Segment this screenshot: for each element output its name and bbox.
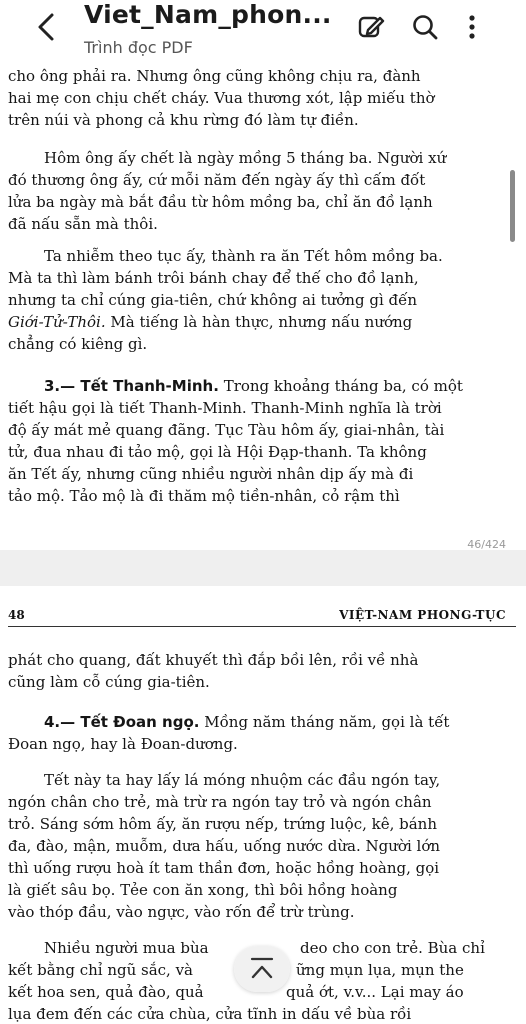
text-line: lụa đem đến các cửa chùa, cửa tĩnh in dấu về bùa rồi: [8, 1005, 412, 1023]
text-line: [44, 376, 463, 396]
text-line: trên núi và phong cả khu rừng đó làm tự điền.: [8, 111, 359, 129]
text-line: ăn Tết ấy, nhưng cũng nhiều người nhân dịp ấy mà đi: [8, 465, 414, 483]
text-line: Đoan ngọ, hay là Đoan-dương.: [8, 735, 238, 753]
search-icon[interactable]: [410, 12, 440, 42]
text-line: Nhiều người mua bùa: [44, 939, 209, 957]
document-title: Viet_Nam_phon...: [84, 0, 332, 29]
italic-name: Giới-Tử-Thôi.: [8, 313, 106, 331]
text-line: deo cho con trẻ. Bùa chỉ: [300, 939, 485, 957]
text-line: lửa ba ngày mà bắt đầu từ hôm mồng ba, chỉ ăn đồ lạnh: [8, 193, 433, 211]
page-separator: [0, 550, 526, 586]
text-line: tảo mộ. Tảo mộ là đi thăm mộ tiền-nhân, cỏ rậm thì: [8, 487, 400, 505]
text-line: đa, đào, mận, muỗm, dưa hấu, uống nước dừa. Người lớn: [8, 837, 441, 855]
more-vertical-icon[interactable]: [462, 12, 482, 42]
text-line: Ta nhiễm theo tục ấy, thành ra ăn Tết hôm mồng ba.: [44, 247, 443, 265]
text-line: quả ớt, v.v... Lại may áo: [286, 983, 464, 1001]
text-line: Mà ta thì làm bánh trôi bánh chay để thế cho đồ lạnh,: [8, 269, 419, 287]
text-line: độ ấy mát mẻ quang đãng. Tục Tàu hôm ấy, giai-nhân, tài: [8, 421, 445, 439]
text-line: ững mụn lụa, mụn the: [296, 961, 464, 979]
running-title: VIỆT-NAM PHONG-TỤC: [339, 608, 506, 622]
text-line: thì uống rượu hoà ít tam thần đơn, hoặc hồng hoàng, gọi: [8, 859, 440, 877]
text-line: kết bằng chỉ ngũ sắc, và: [8, 961, 194, 979]
text-fragment: Trong khoảng tháng ba, có một: [223, 377, 463, 395]
text-fragment: Mồng năm tháng năm, gọi là tết: [204, 713, 450, 731]
header-rule: [8, 626, 516, 627]
text-line: [8, 312, 412, 332]
text-line: đó thương ông ấy, cứ mỗi năm đến ngày ấy thì cấm đốt: [8, 171, 426, 189]
back-arrow-icon[interactable]: [30, 10, 64, 44]
pdf-page-46[interactable]: [0, 66, 526, 550]
text-line: vào thóp đầu, vào ngực, vào rốn để trừ trùng.: [8, 903, 355, 921]
text-line: kết hoa sen, quả đào, quả: [8, 983, 204, 1001]
scrollbar-thumb[interactable]: [510, 170, 515, 242]
text-line: trỏ. Sáng sớm hôm ấy, ăn rượu nếp, trứng luộc, kê, bánh: [8, 815, 438, 833]
edit-icon[interactable]: [356, 12, 386, 42]
text-line: ngón chân cho trẻ, mà trừ ra ngón tay trỏ và ngón chân: [8, 793, 432, 811]
section-heading: 4.— Tết Đoan ngọ.: [44, 713, 200, 731]
page-counter: 46/424: [467, 538, 506, 551]
app-toolbar: [0, 0, 526, 66]
text-line: [44, 712, 449, 732]
text-line: chẳng có kiêng gì.: [8, 335, 148, 353]
app-subtitle: Trình đọc PDF: [84, 38, 193, 57]
text-line: Tết này ta hay lấy lá móng nhuộm các đầu ngón tay,: [44, 771, 441, 789]
text-line: phát cho quang, đất khuyết thì đắp bồi lên, rồi về nhà: [8, 651, 419, 669]
text-line: là giết sâu bọ. Tẻe con ăn xong, thì bôi hồng hoàng: [8, 881, 398, 899]
scroll-to-top-button[interactable]: [234, 946, 290, 992]
text-fragment: Mà tiếng là hàn thực, nhưng nấu nướng: [110, 313, 413, 331]
text-line: tiết hậu gọi là tiết Thanh-Minh. Thanh-Minh nghĩa là trời: [8, 399, 442, 417]
text-line: nhưng ta chỉ cúng gia-tiên, chứ không ai tưởng gì đến: [8, 291, 417, 309]
text-line: cũng làm cỗ cúng gia-tiên.: [8, 673, 210, 691]
section-heading: 3.— Tết Thanh-Minh.: [44, 377, 219, 395]
text-line: Hôm ông ấy chết là ngày mồng 5 tháng ba. Người xứ: [44, 149, 447, 167]
text-line: cho ông phải ra. Nhưng ông cũng không chịu ra, đành: [8, 67, 421, 85]
text-line: tử, đua nhau đi tảo mộ, gọi là Hội Đạp-thanh. Ta không: [8, 443, 427, 461]
text-line: đã nấu sẵn mà thôi.: [8, 215, 158, 233]
page-number: 48: [8, 608, 25, 622]
chevron-up-icon: [250, 956, 274, 982]
text-line: hai mẹ con chịu chết cháy. Vua thương xót, lập miếu thờ: [8, 89, 435, 107]
